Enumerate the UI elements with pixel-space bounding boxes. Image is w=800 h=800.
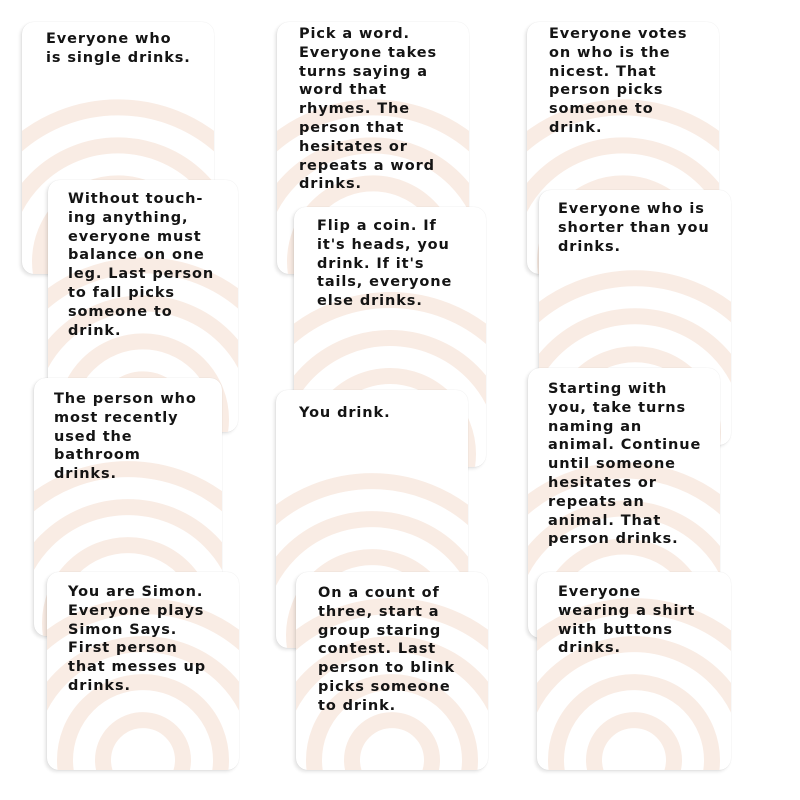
- card-text: Everyone who is shorter than you drinks.: [558, 201, 710, 255]
- card-shirt-buttons: [537, 572, 731, 770]
- ring-arc: [352, 720, 432, 770]
- card-simon-says: [47, 572, 239, 770]
- card-text: Flip a coin. If it's heads, you drink. If it's tails, everyone else drinks.: [317, 218, 453, 310]
- ring-arc: [594, 720, 674, 770]
- card-staring-contest: [296, 572, 488, 770]
- card-text: Pick a word. Everyone takes turns saying a word that rhymes. The person that hesitates or repeats a word drinks.: [299, 26, 437, 193]
- card-text: Without touch- ing anything, everyone must balance on one leg. Last person to fall picks someone to drink.: [68, 191, 215, 339]
- card-text: You are Simon. Everyone plays Simon Says. First person that messes up drinks.: [68, 584, 207, 694]
- card-text: Everyone wearing a shirt with buttons drinks.: [558, 584, 696, 657]
- card-text: On a count of three, start a group staring contest. Last person to blink picks someone to drink.: [318, 585, 456, 714]
- card-text: Everyone votes on who is the nicest. That person picks someone to drink.: [549, 26, 688, 136]
- card-text: Starting with you, take turns naming an animal. Continue until someone hesitates or repeats an animal. That person drinks.: [548, 381, 702, 548]
- card-text: You drink.: [299, 405, 391, 421]
- ring-arc: [556, 682, 712, 770]
- ring-arc: [537, 644, 731, 770]
- card-text: The person who most recently used the bathroom drinks.: [54, 391, 197, 483]
- ring-arc: [103, 720, 183, 770]
- card-text: Everyone who is single drinks.: [46, 31, 191, 66]
